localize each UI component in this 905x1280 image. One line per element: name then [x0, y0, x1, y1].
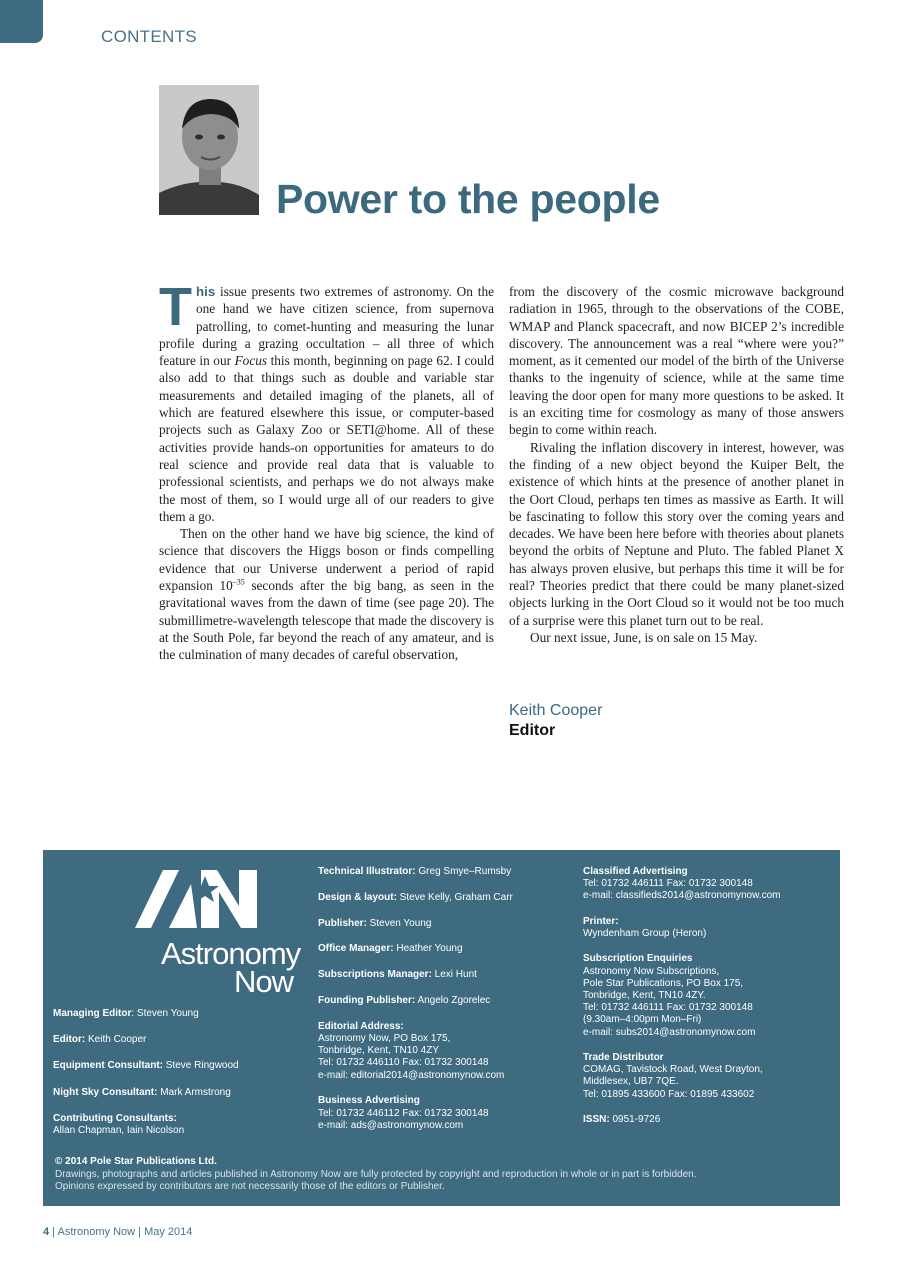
logo-word-now: Now	[234, 964, 294, 999]
masthead-item-value: Heather Young	[393, 943, 463, 955]
masthead-item-line: e-mail: ads@astronomynow.com	[318, 1119, 464, 1131]
masthead-item-label: Subscriptions Manager:	[318, 969, 432, 981]
masthead-item-label: ISSN:	[583, 1114, 610, 1125]
masthead-item	[318, 943, 578, 955]
masthead-item	[318, 1021, 578, 1082]
masthead-item-label: Night Sky Consultant:	[53, 1086, 158, 1098]
article-column-left	[159, 277, 494, 664]
masthead-column-2	[318, 866, 578, 1146]
exponent: –35	[232, 577, 245, 587]
masthead-item-line: Tonbridge, Kent, TN10 4ZY.	[583, 990, 706, 1001]
masthead-item-line: Wyndenham Group (Heron)	[583, 928, 707, 939]
paragraph-2	[159, 525, 494, 663]
masthead-item-line: Tel: 01732 446111 Fax: 01732 300148	[583, 1002, 753, 1014]
masthead-item	[53, 1060, 298, 1072]
paragraph-2-text-a: Then on the other hand we have big science, the kind of science that discovers the Higgs boson or finds compelling evidence that our Universe underwent a period of rapid expansion 10	[159, 526, 494, 594]
masthead-item-value: Steve Kelly, Graham Carr	[396, 891, 513, 903]
paragraph-3: Rivaling the inflation discovery in interest, however, was the finding of a new object beyond the Kuiper Belt, the existence of which hints at the presence of another planet in the Oort Cloud, perhaps ten times as massive as Earth. It will be fascinating to follow this story over the coming years and decades. We have been here before with theories about planets beyond the orbits of Neptune and Pluto. The fabled Planet X has always proven elusive, but perhaps this time it will be for real? Theories predict that there could be many planet-sized objects lurking in the Oort Cloud so it would not be too much of a surprise were this planet turn out to be real.	[509, 439, 844, 628]
masthead-item-value: Mark Armstrong	[157, 1086, 231, 1098]
masthead-item-value: : Steven Young	[131, 1008, 199, 1019]
copyright-line: Drawings, photographs and articles published in Astronomy Now are fully protected by copyright and reproduction in whole or in part is forbidden.	[55, 1168, 697, 1180]
section-label: CONTENTS	[101, 27, 197, 46]
paragraph-1	[159, 277, 494, 525]
masthead-item-label: Publisher:	[318, 917, 367, 929]
masthead-item	[318, 1095, 578, 1132]
drop-cap: T	[159, 277, 192, 337]
masthead-item-value: Steven Young	[366, 917, 432, 929]
article-title: Power to the people	[276, 176, 660, 222]
masthead-column-3	[583, 866, 833, 1139]
masthead-item	[318, 969, 578, 981]
paragraph-2-continued: from the discovery of the cosmic microwave background radiation in 1965, through to the observations of the COBE, WMAP and Planck spacecraft, and now BICEP 2’s incredible discovery. The announcement was a real “where were you?” moment, as it cemented our model of the birth of the Universe thanks to the ingenuity of science, while at the same time leaving the door open for many more questions to be asked. It is an exciting time for cosmology as many of those answers begin to come within reach.	[509, 284, 844, 438]
signature-name: Keith Cooper	[509, 702, 603, 719]
paragraph-4: Our next issue, June, is on sale on 15 May.	[530, 629, 758, 645]
astronomy-now-logo	[101, 866, 301, 999]
copyright-line: Opinions expressed by contributors are not necessarily those of the editors or Publisher.	[55, 1181, 445, 1193]
masthead-item-line: e-mail: classifieds2014@astronomynow.com	[583, 890, 781, 902]
masthead-item	[318, 892, 578, 904]
masthead-item	[318, 995, 578, 1007]
masthead-item	[583, 916, 833, 940]
masthead-item-label: Editorial Address:	[318, 1020, 404, 1032]
masthead-item-value: Keith Cooper	[85, 1034, 147, 1046]
lead-word: his	[196, 284, 216, 299]
masthead-item-label: Office Manager:	[318, 943, 394, 955]
corner-tab	[0, 0, 43, 43]
logo-mark-icon	[101, 866, 271, 946]
masthead-item-label: Editor:	[53, 1034, 86, 1046]
masthead-item-label: Business Advertising	[318, 1095, 420, 1107]
masthead-item-line: Allan Chapman, Iain Nicolson	[53, 1125, 185, 1137]
folio-text: | Astronomy Now | May 2014	[49, 1226, 193, 1238]
masthead-item	[53, 1008, 298, 1020]
paragraph-1-text-a: issue presents two extremes of astronomy. On the one hand we have citizen science, from supernova patrolling, to comet-hunting and measuring the lunar profile during a grazing occultation – all three of which feature in our	[159, 284, 494, 369]
paragraph-2-text-b: seconds after the big bang, as seen in the gravitational waves from the dawn of time (see page 20). The submillimetre-wavelength telescope that made the discovery is at the South Pole, far beyond the reach of any amateur, and is the culmination of many decades of careful observation,	[159, 578, 494, 663]
masthead-item-value: Lexi Hunt	[431, 969, 477, 981]
masthead-item-line: (9.30am–4:00pm Mon–Fri)	[583, 1014, 702, 1026]
masthead-item-value: Steve Ringwood	[163, 1060, 239, 1072]
masthead-item-line: e-mail: subs2014@astronomynow.com	[583, 1026, 756, 1038]
article-column-right	[509, 283, 844, 646]
masthead-item-label: Managing Editor	[53, 1008, 132, 1019]
masthead-column-1	[53, 1008, 298, 1151]
masthead-item	[53, 1087, 298, 1099]
masthead-item	[318, 918, 578, 930]
masthead-item-label: Printer:	[583, 915, 619, 927]
masthead-item	[53, 1113, 298, 1137]
masthead-item	[53, 1034, 298, 1046]
masthead-item	[583, 1114, 833, 1126]
masthead-item-label: Subscription Enquiries	[583, 953, 693, 965]
masthead-item	[583, 953, 833, 1038]
copyright-title: © 2014 Pole Star Publications Ltd.	[55, 1156, 217, 1167]
focus-word: Focus	[234, 353, 268, 369]
copyright-block	[55, 1156, 825, 1194]
masthead-item	[318, 866, 578, 878]
masthead-item-line: Middlesex, UB7 7QE.	[583, 1076, 679, 1088]
masthead-item-line: COMAG, Tavistock Road, West Drayton,	[583, 1064, 763, 1076]
masthead-item-label: Design & layout:	[318, 891, 397, 903]
masthead-item-label: Classified Advertising	[583, 866, 688, 877]
page-folio	[43, 1226, 192, 1238]
masthead-item-label: Technical Illustrator:	[318, 866, 416, 877]
masthead-item-line: Tel: 01732 446112 Fax: 01732 300148	[318, 1107, 489, 1119]
paragraph-1-text-b: this month, beginning on page 62. I could also add to that things such as double and variable star measurements and detailed imaging of the planets, all of which are featured elsewhere this issue, or computer-based projects such as Galaxy Zoo or SETI@home. All of these activities provide hands-on opportunities for amateurs to do real science and provide real data that is valuable to professional scientists, and perhaps we do not always make the most of them, so I would urge all of our readers to give them a go.	[159, 353, 494, 524]
masthead-item-value: Angelo Zgorelec	[415, 994, 491, 1006]
masthead-item-line: Tel: 01732 446110 Fax: 01732 300148	[318, 1057, 489, 1069]
logo-word-astronomy: Astronomy	[161, 936, 301, 971]
masthead-item-value: 0951-9726	[609, 1114, 661, 1125]
masthead-item-line: Tel: 01895 433600 Fax: 01895 433602	[583, 1088, 755, 1100]
masthead-item-line: Astronomy Now Subscriptions,	[583, 965, 720, 977]
masthead-item-label: Contributing Consultants:	[53, 1112, 177, 1124]
masthead-panel	[43, 850, 840, 1206]
signature-role: Editor	[509, 722, 556, 739]
masthead-item-label: Equipment Consultant:	[53, 1060, 163, 1072]
masthead-item	[583, 866, 833, 903]
masthead-item-line: Tel: 01732 446111 Fax: 01732 300148	[583, 878, 753, 890]
page-number: 4	[43, 1226, 50, 1238]
masthead-item-label: Founding Publisher:	[318, 994, 416, 1006]
editor-photo	[159, 85, 259, 215]
masthead-item	[583, 1052, 833, 1101]
masthead-item-line: e-mail: editorial2014@astronomynow.com	[318, 1069, 505, 1081]
masthead-item-label: Trade Distributor	[583, 1052, 664, 1063]
masthead-item-line: Astronomy Now, PO Box 175,	[318, 1032, 451, 1044]
masthead-item-line: Pole Star Publications, PO Box 175,	[583, 977, 744, 989]
masthead-item-line: Tonbridge, Kent, TN10 4ZY	[318, 1045, 439, 1057]
masthead-item-value: Greg Smye–Rumsby	[415, 866, 512, 877]
